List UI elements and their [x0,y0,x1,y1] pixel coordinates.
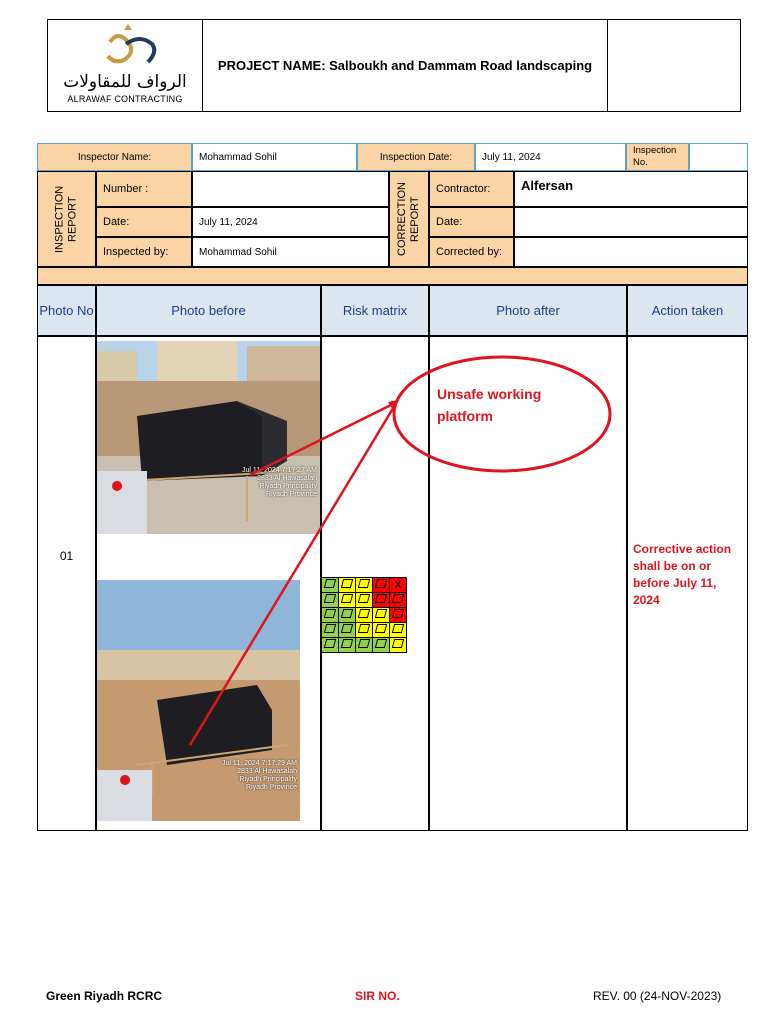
correction-date-label: Date: [429,207,514,237]
annotation-text: Unsafe working platform [437,386,542,424]
inspector-name-value: Mohammad Sohil [192,143,357,171]
project-name: PROJECT NAME: Salboukh and Dammam Road landscaping [203,20,608,111]
inspection-date-label-2: Date: [96,207,192,237]
photo2-stamp-line1: Jul 11, 2024 7:17:29 AM [222,760,297,767]
col-header-risk-matrix: Risk matrix [321,285,429,336]
col-header-photo-after: Photo after [429,285,627,336]
risk-cell-0-4: X [390,578,407,593]
photo1-stamp-line3: Riyadh Principality [259,483,317,490]
logo-english-text: ALRAWAF CONTRACTING [67,94,183,104]
inspected-by-value: Mohammad Sohil [192,237,389,267]
photo2-stamp-line4: Riyadh Province [246,784,297,791]
inspection-date-value-2: July 11, 2024 [192,207,389,237]
col-header-action-taken: Action taken [627,285,748,336]
action-taken-text: Corrective action shall be on or before July 11, 2024 [633,542,732,607]
contractor-label: Contractor: [429,171,514,207]
number-label: Number : [96,171,192,207]
inspection-report-title: INSPECTION REPORT [37,171,96,267]
footer-left: Green Riyadh RCRC [46,989,163,1003]
photo2-stamp-line2: 2833 Al Hawasalah [237,768,297,775]
footer-revision: REV. 00 (24-NOV-2023) [593,989,722,1003]
inspector-name-label: Inspector Name: [37,143,192,171]
col-header-photo-no: Photo No [37,285,96,336]
footer-sir-no: SIR NO. [355,989,400,1003]
correction-report-title: CORRECTION REPORT [389,171,429,267]
col-header-photo-before: Photo before [96,285,321,336]
photo1-stamp-line1: Jul 11, 2024 7:17:27 AM [242,467,317,474]
annotation-arrow-2 [190,405,395,745]
inspected-by-label: Inspected by: [96,237,192,267]
photo1-stamp-line4: Riyadh Province [266,491,317,498]
inspection-date-value: July 11, 2024 [475,143,626,171]
contractor-value: Alfersan [514,171,748,207]
inspection-no-label: Inspection No. [626,143,689,171]
photo2-stamp-line3: Riyadh Principality [239,776,297,783]
logo-arabic-text: الرواف للمقاولات [63,72,187,92]
photo-number: 01 [59,549,74,563]
corrected-by-label: Corrected by: [429,237,514,267]
photo1-stamp-line2: 2833 Al Hawasalah [257,475,317,482]
inspection-date-label: Inspection Date: [357,143,475,171]
